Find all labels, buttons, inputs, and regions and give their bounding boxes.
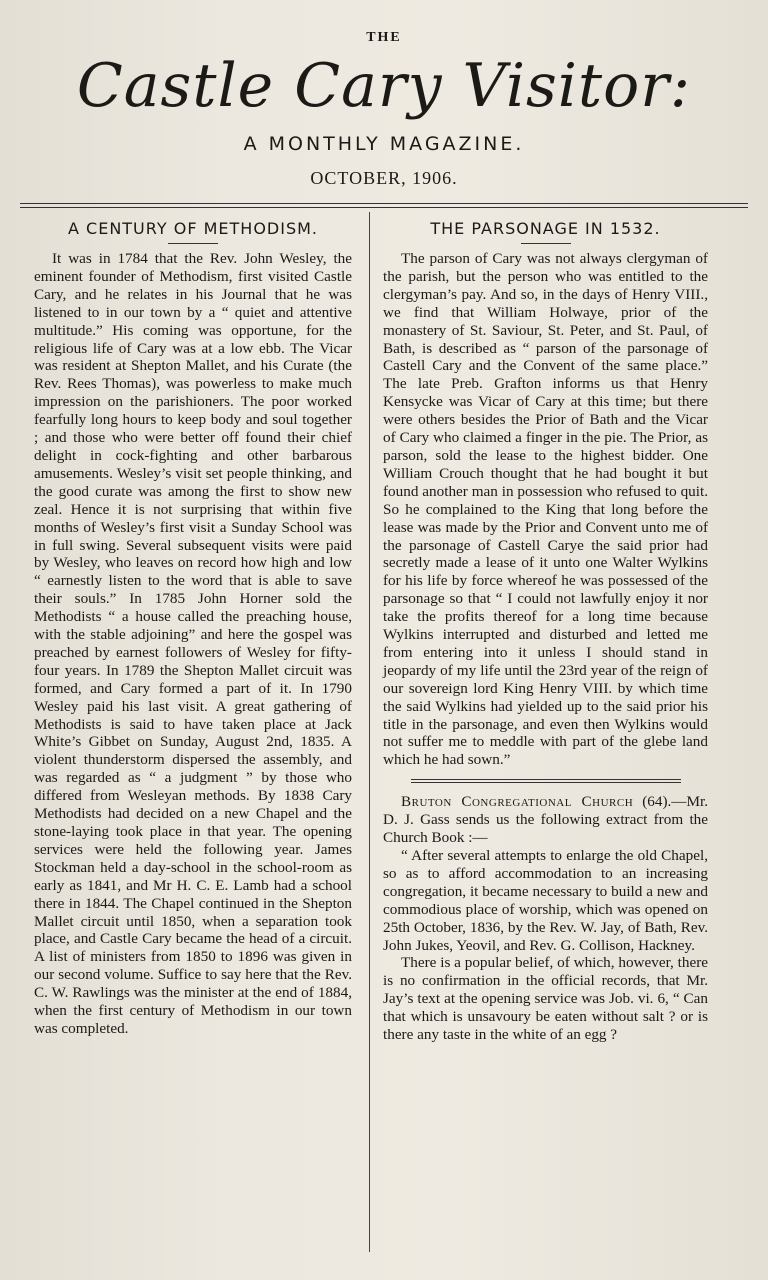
- note-lead: (64).—Mr. D. J. Gass sends us the following extract from the Church Book :—: [383, 793, 708, 847]
- article-title-parsonage: THE PARSONAGE IN 1532.: [430, 219, 661, 238]
- column-divider: [369, 212, 370, 1252]
- section-divider: [411, 779, 681, 783]
- article-body-parsonage: The parson of Cary was not always clergyman of the parish, but the person who was entitled to the clergyman’s pay. And so, in the days of Henry VIII., we find that William Holwaye, prior of the monastery of St. Saviour, St. Peter, and St. Paul, of Bath, is described as “ parson of the parsonage of Castell Cary and the Convent of the same place.” The late Preb. Grafton informs us that Henry Kensycke was Vicar of Cary at this time; but there were others besides the Prior of Bath and the Vicar of Cary who claimed a finger in the pie. The Prior, as parson, sold the lease to the highest bidder. One William Crouch thought that he had bought it but found another man in possession who refused to quit. So he complained to the King that long before the lease was made by the Prior and Convent unto me of the parsonage of Castell Carye the said prior had secretly made a lease of it unto one Walter Wylkins for his life by force whereof he was possessed of the parsonage so that “ I could not lawfully enjoy it nor take the profits thereof for a long time because Wylkins interrupted and disturbed and letted me from entering into it unless I should stand in jeopardy of my life until the 23rd year of the reign of our sovereign lord King Henry VIII. by which time the said Wylkins had yielded up to the said prior his title in the parsonage, and even then Wylkins would not suffer me to meddle with part of the glebe land which he had sown.”: [383, 250, 708, 769]
- magazine-subtitle: A MONTHLY MAGAZINE.: [243, 133, 525, 155]
- article-title-methodism: A CENTURY OF METHODISM.: [68, 219, 318, 238]
- note-heading: Bruton Congregational Church: [401, 793, 634, 811]
- note-closing: There is a popular belief, of which, however, there is no confirmation in the official records, that Mr. Jay’s text at the opening service was Job. vi. 6, “ Can that which is unsavoury be eaten without salt ? or is there any taste in the white of an egg ?: [383, 954, 708, 1044]
- right-column: [383, 218, 708, 1044]
- issue-date: OCTOBER, 1906.: [310, 168, 458, 188]
- article-body-methodism: It was in 1784 that the Rev. John Wesley, the eminent founder of Methodism, first visited Castle Cary, and he relates in his Journal that he was listened to in our town by a “ quiet and attentive multitude.” His coming was opportune, for the religious life of Cary was at a low ebb. The Vicar was resident at Shepton Mallet, and his Curate (the Rev. Rees Thomas), was powerless to make much impression on the parishioners. The poor worked fearfully long hours to keep body and soul together ; and those who were better off found their chief delight in cock-fighting and other barbarous amusements. Wesley’s visit set people thinking, and the good curate was among the first to show new zeal. Hence it is not surprising that within five months of Wesley’s first visit a Sunday School was in full swing. Several subsequent visits were paid by Wesley, who leaves on record how high and low “ earnestly listen to the word that is able to save their souls.” In 1785 John Horner sold the Methodists “ a house called the preaching house, with the stable adjoining” and here the gospel was preached by earnest followers of Wesley for fifty-four years. In 1789 the Shepton Mallet circuit was formed, and Cary formed a part of it. In 1790 Wesley paid his last visit. A great gathering of Methodists is said to have taken place at Jack White’s Gibbet on Sunday, August 2nd, 1835. A violent thunderstorm dispersed the assembly, and was regarded as “ a judgment ” by those who differed from Wesleyan methods. By 1838 Cary Methodists had decided on a new Chapel and the stone-laying took place in that year. The opening services were held the following year. James Stockman held a day-school in the school-room as early as 1841, and Mr H. C. E. Lamb had a school there in 1844. The Chapel continued in the Shepton Mallet circuit until 1850, when a separation took place, and Castle Cary became the head of a circuit. A list of ministers from 1850 to 1896 was given in our second volume. Suffice to say here that the Rev. C. W. Rawlings was the minister at the end of 1884, when the first century of Methodism in our town was completed.: [34, 250, 352, 1037]
- note-quote: “ After several attempts to enlarge the old Chapel, so as to afford accommodation to an increasing congregation, it became necessary to build a new and commodious place of worship, which was opened on 25th October, 1836, by the Rev. W. Jay, of Bath, Rev. John Jukes, Yeovil, and Rev. G. Collison, Hackney.: [383, 847, 708, 954]
- note-bruton: [383, 793, 708, 847]
- header-rule: [20, 203, 748, 208]
- title-underline: [521, 243, 571, 244]
- masthead-title: Castle Cary Visitor:: [76, 51, 692, 121]
- left-column: [34, 218, 352, 1038]
- title-underline: [168, 243, 218, 244]
- masthead-the: THE: [366, 30, 402, 45]
